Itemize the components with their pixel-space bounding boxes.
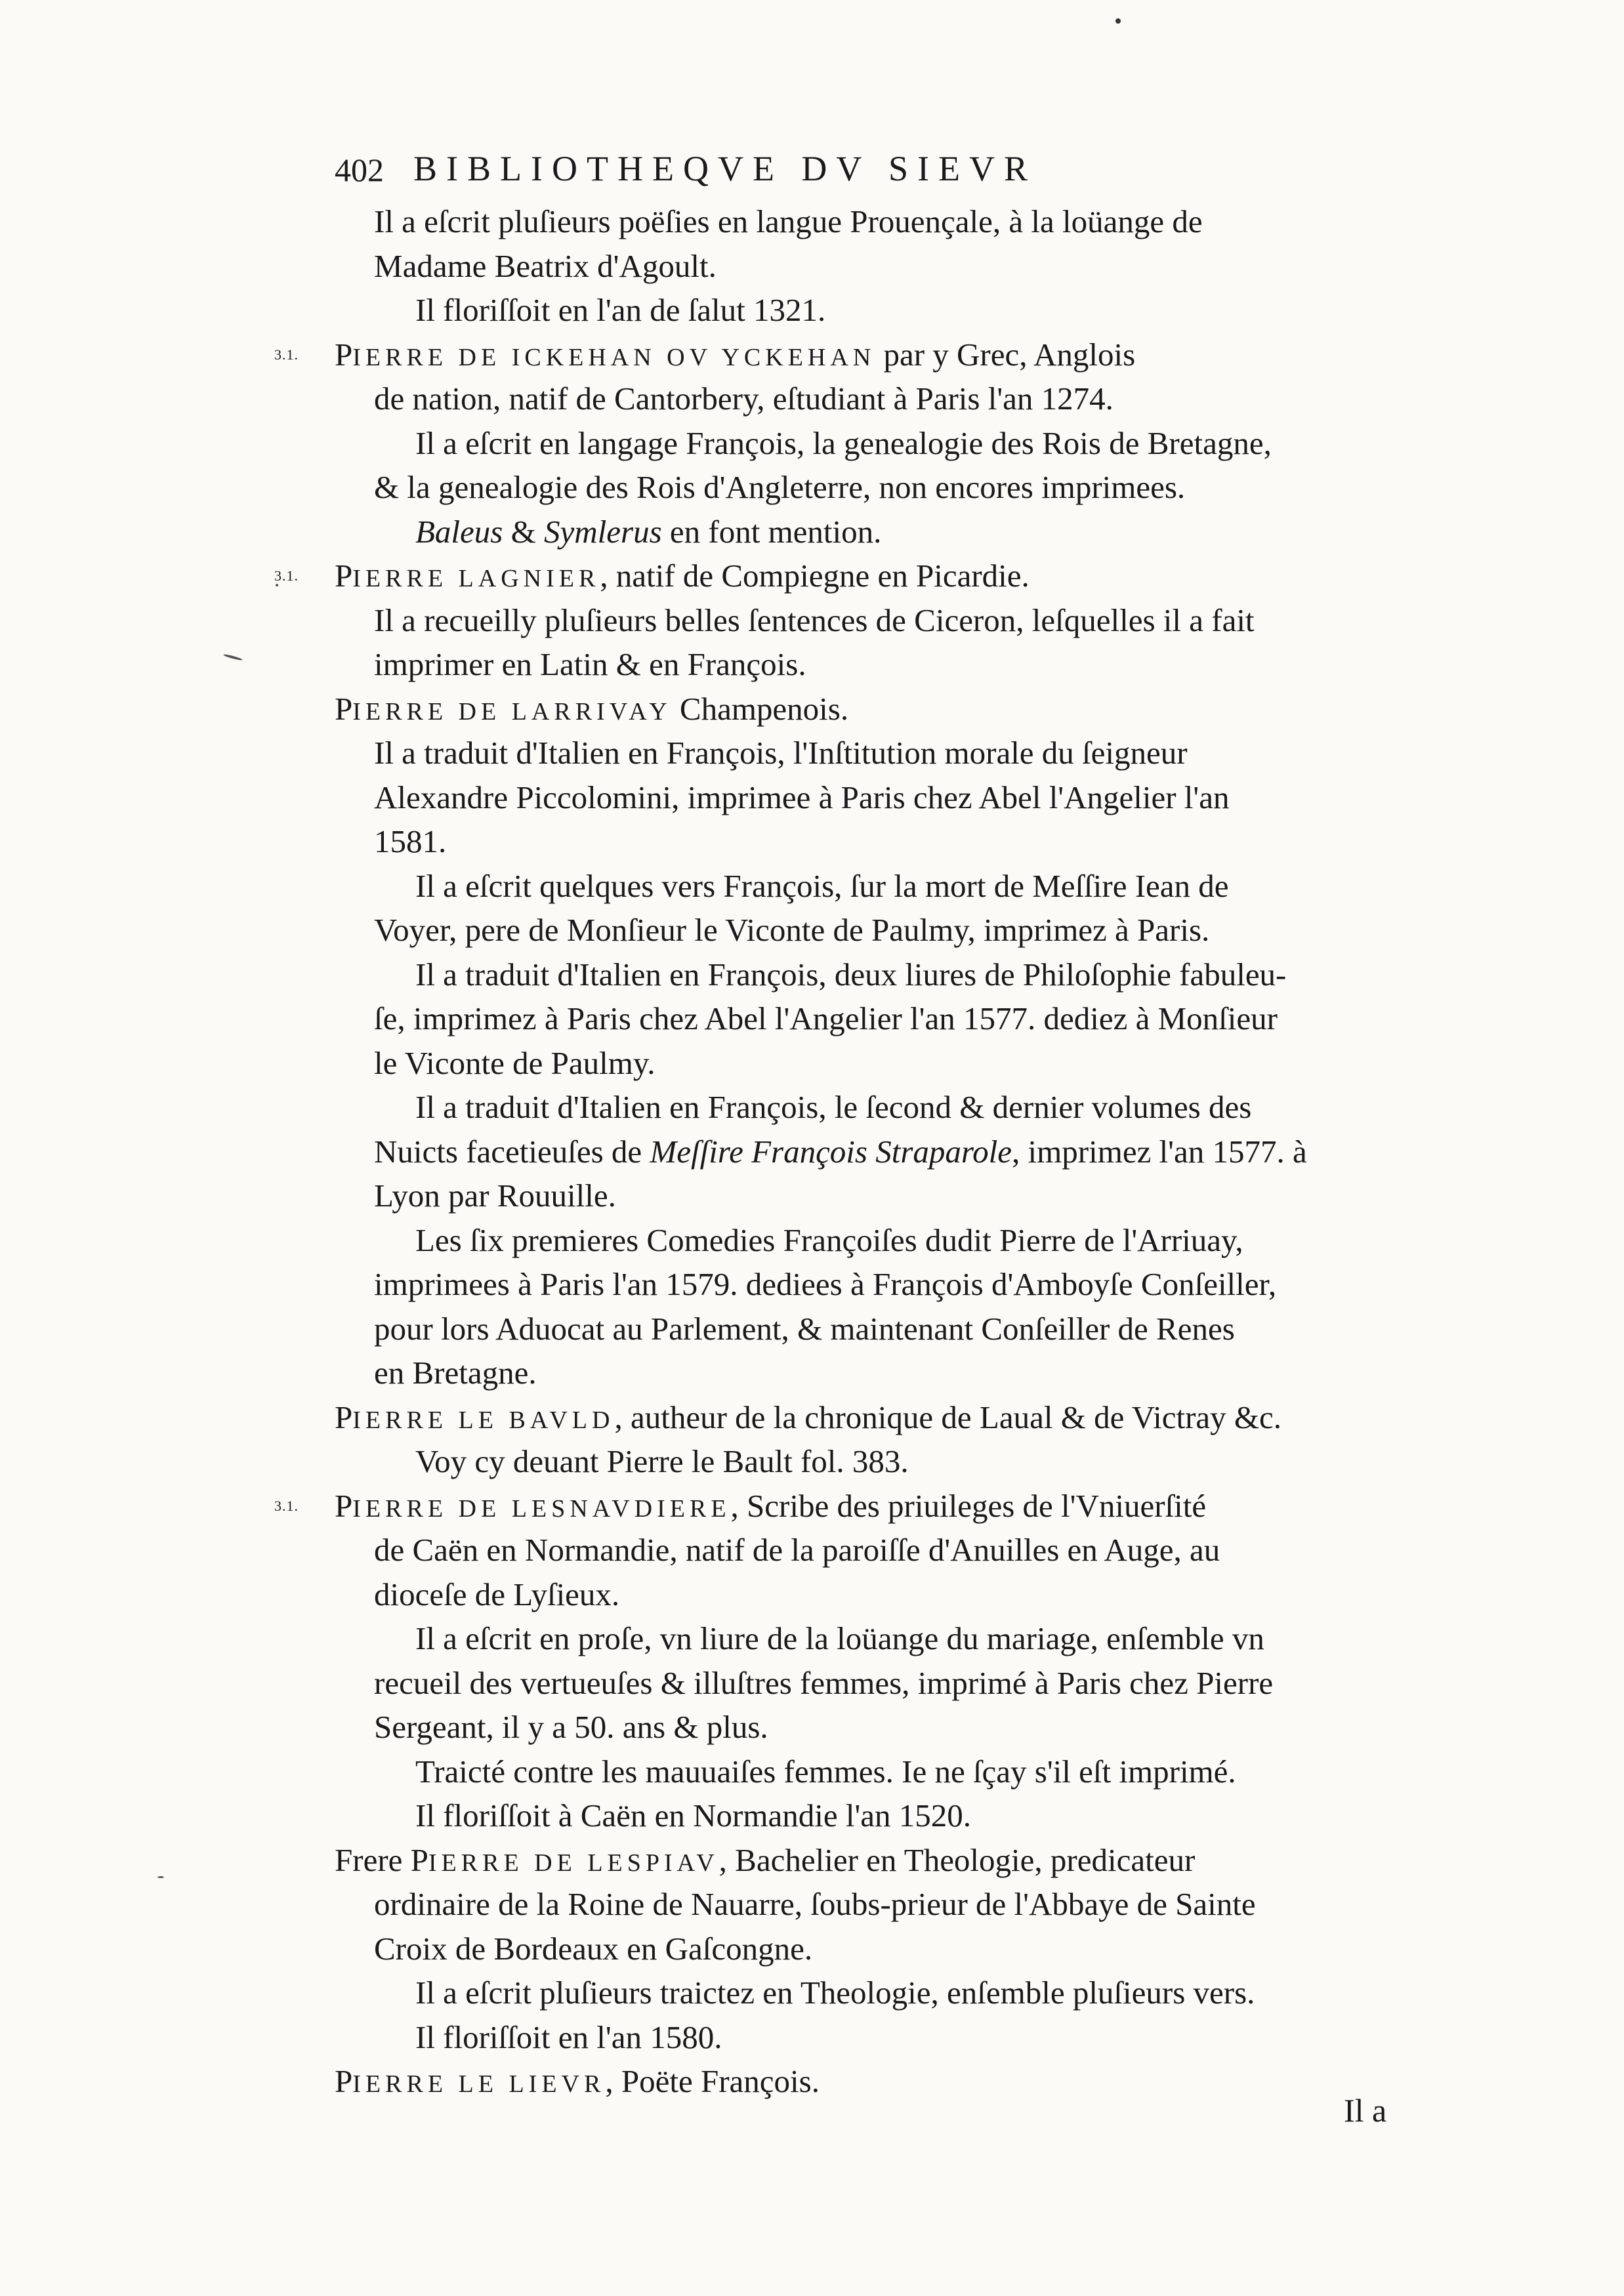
text-segment: Il a eſcrit pluſieurs poëſies en langue Prouençale, à la loüange de	[374, 203, 1203, 239]
text-line	[335, 1838, 1411, 1883]
text-segment: Il a traduit d'Italien en François, deux liures de Philoſophie fabuleu-	[415, 956, 1287, 993]
text-segment: en font mention.	[661, 513, 882, 550]
entry-name: PIERRE DE LESNAVDIERE	[335, 1487, 731, 1524]
text-segment: Il floriſſoit à Caën en Normandie l'an 1520.	[415, 1797, 972, 1834]
text-line	[335, 1750, 1411, 1794]
text-line	[335, 1130, 1411, 1174]
text-line	[335, 510, 1411, 554]
main-text	[274, 199, 1411, 2104]
text-line	[274, 333, 1411, 377]
text-segment: , Poëte François.	[605, 2063, 820, 2099]
text-segment: Lyon par Rouuille.	[374, 1178, 616, 1214]
scan-mark	[157, 1876, 164, 1878]
text-segment: pour lors Aduocat au Parlement, & maintenant Conſeiller de Renes	[374, 1310, 1235, 1347]
text-line	[335, 819, 1411, 864]
text-segment: & la genealogie des Rois d'Angleterre, non encores imprimees.	[374, 469, 1186, 505]
text-segment: , Bachelier en Theologie, predicateur	[718, 1841, 1196, 1878]
text-segment: le Viconte de Paulmy.	[374, 1044, 656, 1081]
text-line	[335, 1085, 1411, 1130]
text-segment: Il a eſcrit en proſe, vn liure de la loüange du mariage, enſemble vn	[415, 1620, 1264, 1656]
text-segment: , natif de Compiegne en Picardie.	[600, 558, 1030, 594]
text-line	[335, 1705, 1411, 1750]
text-line	[335, 2059, 1411, 2104]
text-line	[335, 953, 1411, 997]
text-segment: Il a traduit d'Italien en François, l'Inſtitution morale du ſeigneur	[374, 735, 1188, 771]
page-header	[335, 144, 1266, 197]
entry-name: PIERRE DE ICKEHAN OV YCKEHAN	[335, 336, 876, 373]
text-segment: dioceſe de Lyſieux.	[374, 1576, 620, 1612]
text-line	[274, 554, 1411, 598]
text-line	[274, 1484, 1411, 1528]
text-line	[335, 421, 1411, 466]
catchword: Il a	[1344, 2092, 1387, 2129]
text-segment: Nuicts facetieuſes de	[374, 1133, 650, 1170]
text-line	[335, 598, 1411, 643]
text-line	[335, 1307, 1411, 1351]
text-line	[335, 864, 1411, 909]
text-line	[335, 1351, 1411, 1395]
text-line	[335, 1041, 1411, 1086]
text-segment: Il a eſcrit en langage François, la genealogie des Rois de Bretagne,	[415, 424, 1272, 461]
ink-dot	[1115, 18, 1121, 24]
scan-mark	[223, 653, 243, 661]
text-segment: Traicté contre les mauuaiſes femmes. Ie ne ſçay s'il eſt imprimé.	[415, 1753, 1236, 1790]
text-segment: &	[503, 513, 544, 550]
italic-text: Meſſire François Straparole	[650, 1133, 1012, 1170]
text-line	[335, 1174, 1411, 1218]
margin-note: 3.1.	[274, 346, 299, 363]
margin-note: 3.1.	[274, 1497, 299, 1514]
text-line	[335, 244, 1411, 289]
text-line	[335, 288, 1411, 333]
text-segment: , Scribe des priuileges de l'Vniuerſité	[730, 1487, 1207, 1524]
text-segment: ordinaire de la Roine de Nauarre, ſoubs-prieur de l'Abbaye de Sainte	[374, 1886, 1256, 1922]
text-segment: Madame Beatrix d'Agoult.	[374, 247, 717, 284]
entry-name: PIERRE LAGNIER	[335, 558, 600, 594]
text-segment: Il floriſſoit en l'an de ſalut 1321.	[415, 292, 826, 328]
text-segment: Il a traduit d'Italien en François, le ſecond & dernier volumes des	[415, 1089, 1252, 1125]
text-line	[335, 1572, 1411, 1617]
text-line	[335, 1439, 1411, 1484]
text-segment: Alexandre Piccolomini, imprimee à Paris chez Abel l'Angelier l'an	[374, 779, 1230, 815]
text-line	[335, 465, 1411, 510]
text-line	[335, 1927, 1411, 1971]
entry-name: PIERRE LE LIEVR	[335, 2063, 606, 2099]
text-segment: 1581.	[374, 823, 447, 859]
text-segment: Champenois.	[671, 690, 849, 727]
text-segment: Voy cy deuant Pierre le Bault fol. 383.	[415, 1443, 909, 1479]
italic-text: Baleus	[415, 513, 503, 550]
margin-note: 3.1.	[274, 567, 299, 584]
text-segment: Frere	[335, 1841, 411, 1878]
text-line	[335, 996, 1411, 1041]
text-segment: , autheur de la chronique de Laual & de Victray &c.	[614, 1399, 1282, 1435]
text-line	[335, 775, 1411, 820]
text-line	[335, 1395, 1411, 1440]
text-line	[335, 1262, 1411, 1307]
text-segment: recueil des vertueuſes & illuſtres femmes, imprimé à Paris chez Pierre	[374, 1664, 1274, 1701]
text-segment: , imprimez l'an 1577. à	[1012, 1133, 1307, 1170]
running-title: BIBLIOTHEQVE DV SIEVR	[413, 149, 1037, 188]
entry-name: PIERRE DE LARRIVAY	[335, 690, 672, 727]
italic-text: Symlerus	[544, 513, 662, 550]
text-line	[335, 1528, 1411, 1572]
text-segment: par y Grec, Anglois	[875, 336, 1136, 373]
text-segment: Croix de Bordeaux en Gaſcongne.	[374, 1930, 813, 1967]
text-segment: Il a eſcrit quelques vers François, ſur la mort de Meſſire Iean de	[415, 867, 1229, 904]
text-segment: imprimees à Paris l'an 1579. dediees à François d'Amboyſe Conſeiller,	[374, 1266, 1277, 1302]
text-line	[335, 1661, 1411, 1706]
text-line	[335, 1971, 1411, 2015]
text-line	[335, 731, 1411, 775]
text-line	[335, 199, 1411, 244]
text-line	[335, 2015, 1411, 2060]
text-segment: Voyer, pere de Monſieur le Viconte de Paulmy, imprimez à Paris.	[374, 912, 1210, 948]
text-line	[335, 1882, 1411, 1927]
text-line	[335, 1616, 1411, 1661]
folio-number: 402	[335, 152, 384, 188]
text-line	[335, 908, 1411, 953]
text-segment: Il a recueilly pluſieurs belles ſentences de Ciceron, leſquelles il a fait	[374, 602, 1255, 638]
text-segment: Il a eſcrit pluſieurs traictez en Theologie, enſemble pluſieurs vers.	[415, 1975, 1255, 2011]
text-segment: Il floriſſoit en l'an 1580.	[415, 2019, 722, 2055]
entry-name: PIERRE DE LESPIAV	[410, 1841, 719, 1878]
scan-mark	[276, 584, 278, 586]
text-line	[335, 1218, 1411, 1263]
text-line	[335, 687, 1411, 731]
text-line	[335, 642, 1411, 687]
text-segment: Les ſix premieres Comedies Françoiſes dudit Pierre de l'Arriuay,	[415, 1221, 1243, 1258]
text-segment: de Caën en Normandie, natif de la paroiſſe d'Anuilles en Auge, au	[374, 1532, 1220, 1568]
text-line	[335, 1794, 1411, 1838]
text-segment: Sergeant, il y a 50. ans & plus.	[374, 1709, 768, 1745]
text-segment: ſe, imprimez à Paris chez Abel l'Angelier l'an 1577. dediez à Monſieur	[374, 1000, 1278, 1036]
text-line	[335, 377, 1411, 421]
text-segment: imprimer en Latin & en François.	[374, 646, 806, 682]
entry-name: PIERRE LE BAVLD	[335, 1399, 615, 1435]
text-segment: en Bretagne.	[374, 1355, 537, 1391]
text-segment: de nation, natif de Cantorbery, eſtudiant à Paris l'an 1274.	[374, 380, 1114, 417]
